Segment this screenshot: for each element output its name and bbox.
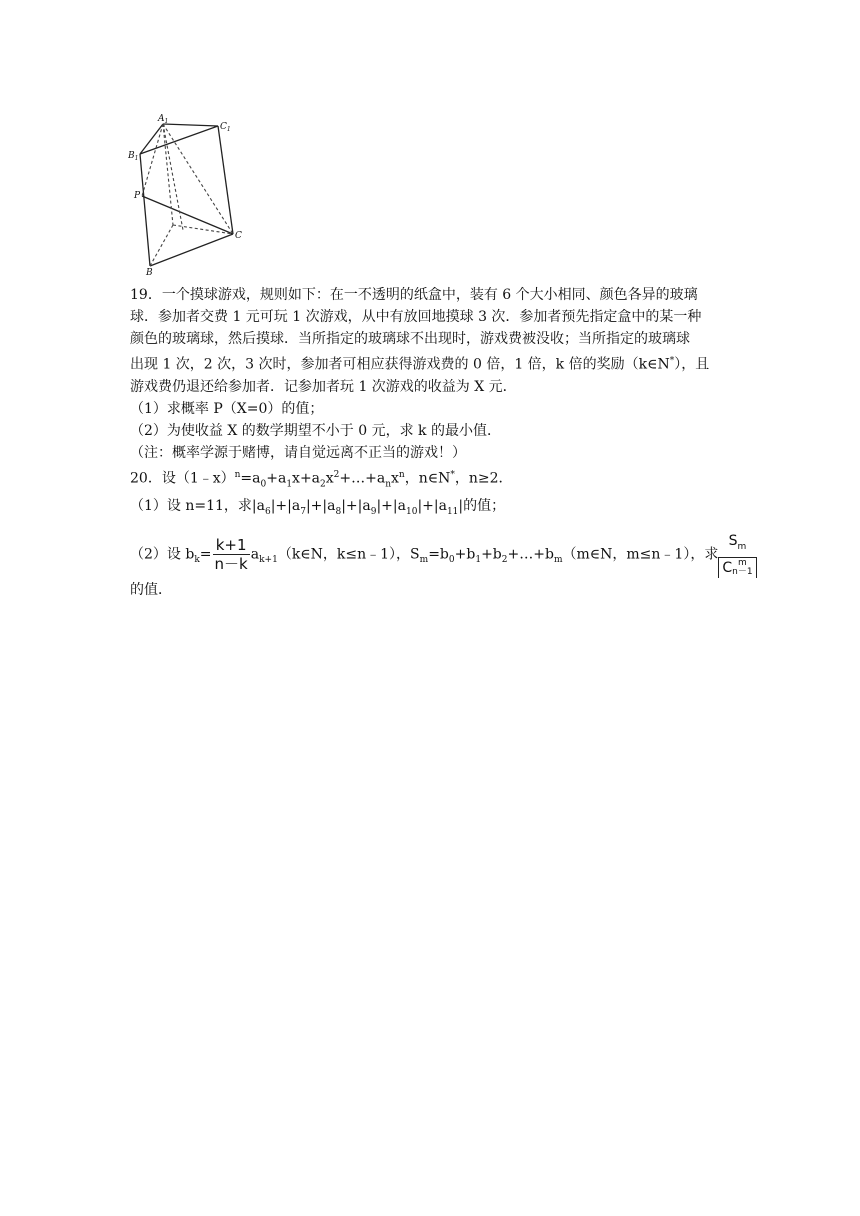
q19-note: （注：概率学源于赌博，请自觉远离不正当的游戏！） (130, 444, 466, 461)
q20-tail: 的值． (130, 581, 172, 598)
q19-line2: 球．参加者交费 1 元可玩 1 次游戏，从中有放回地摸球 3 次．参加者预先指定盒中的某一种 (130, 309, 702, 325)
label-p: P (134, 191, 141, 201)
label-c: C (235, 231, 242, 241)
q19-line3: 颜色的玻璃球，然后摸球．当所指定的玻璃球不出现时，游戏费被没收；当所指定的玻璃球 (130, 331, 690, 347)
prism-figure (128, 112, 248, 277)
label-b1: $B_1$ (128, 151, 139, 162)
q20-stem: 20．设$(1﹣x)^n=a_0+a_1x+a_2x^2+\dots+a_nx^n$，n∈N*，n≥2． (130, 469, 513, 490)
q20-part1: （1）设 n=11，求$|a_6|+|a_7|+|a_8|+|a_9|+|a_{10}|+|a_{11}|$的值； (130, 498, 506, 517)
label-c1: $C_1$ (220, 122, 231, 133)
q19-part1: （1）求概率 P（X=0）的值； (130, 400, 324, 417)
q19-line4: 出现 1 次，2 次，3 次时，参加者可相应获得游戏费的 0 倍，1 倍，k 倍的奖励（k∈N*），且 (130, 356, 710, 373)
q19-line1: 19．一个摸球游戏，规则如下：在一不透明的纸盒中，装有 6 个大小相同、颜色各异的玻璃 (130, 287, 698, 303)
label-a1: $A_1$ (158, 114, 169, 125)
questions (130, 284, 753, 601)
fraction-k1-over-nk: $\frac{k+1}{n-k}$ (214, 535, 248, 573)
q20-part2: （2）设 $b_k=$ $\frac{k+1}{n-k}$ $a_{k+1}(k\in N$，k≤n﹣1），$S_m=b_0+b_1+b_2+\dots+b_m(m\in N$，m≤n﹣1），求 $S_m$ C m n－1 (130, 531, 730, 577)
fraction-sm-over-c: $S_m$ C m n－1 (718, 531, 756, 578)
q19-line5: 游戏费仍退还给参加者．记参加者玩 1 次游戏的收益为 X 元． (130, 378, 517, 395)
label-b: B (146, 268, 153, 277)
q19-part2: （2）为使收益 X 的数学期望不小于 0 元，求 k 的最小值． (130, 422, 501, 439)
